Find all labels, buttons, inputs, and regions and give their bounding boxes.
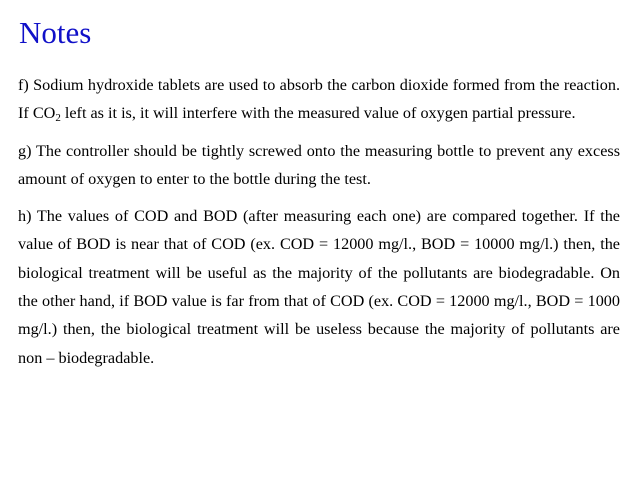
- co2-subscript: 2: [55, 112, 61, 125]
- slide-title: Notes: [19, 15, 92, 50]
- note-f-text-part2: left as it is, it will interfere with the measured value of oxygen partial pressure.: [60, 104, 576, 123]
- note-h: h) The values of COD and BOD (after measuring each one) are compared together. If the value of BOD is near that of COD (ex. COD = 12000 mg/l., BOD = 10000 mg/l.) then, the biological treatment will be useful as the majority of the pollutants are biodegradable. On the other hand, if BOD value is far from that of COD (ex. COD = 12000 mg/l., BOD = 1000 mg/l.) then, the biological treatment will be useless because the majority of pollutants are non – biodegradable.: [18, 207, 620, 367]
- note-f: [18, 71, 620, 128]
- notes-body: [18, 71, 620, 372]
- note-g: g) The controller should be tightly screwed onto the measuring bottle to prevent any excess amount of oxygen to enter to the bottle during the test.: [18, 141, 620, 188]
- note-f-text-part1: f) Sodium hydroxide tablets are used to absorb the carbon dioxide formed from the reaction. If CO: [18, 76, 620, 123]
